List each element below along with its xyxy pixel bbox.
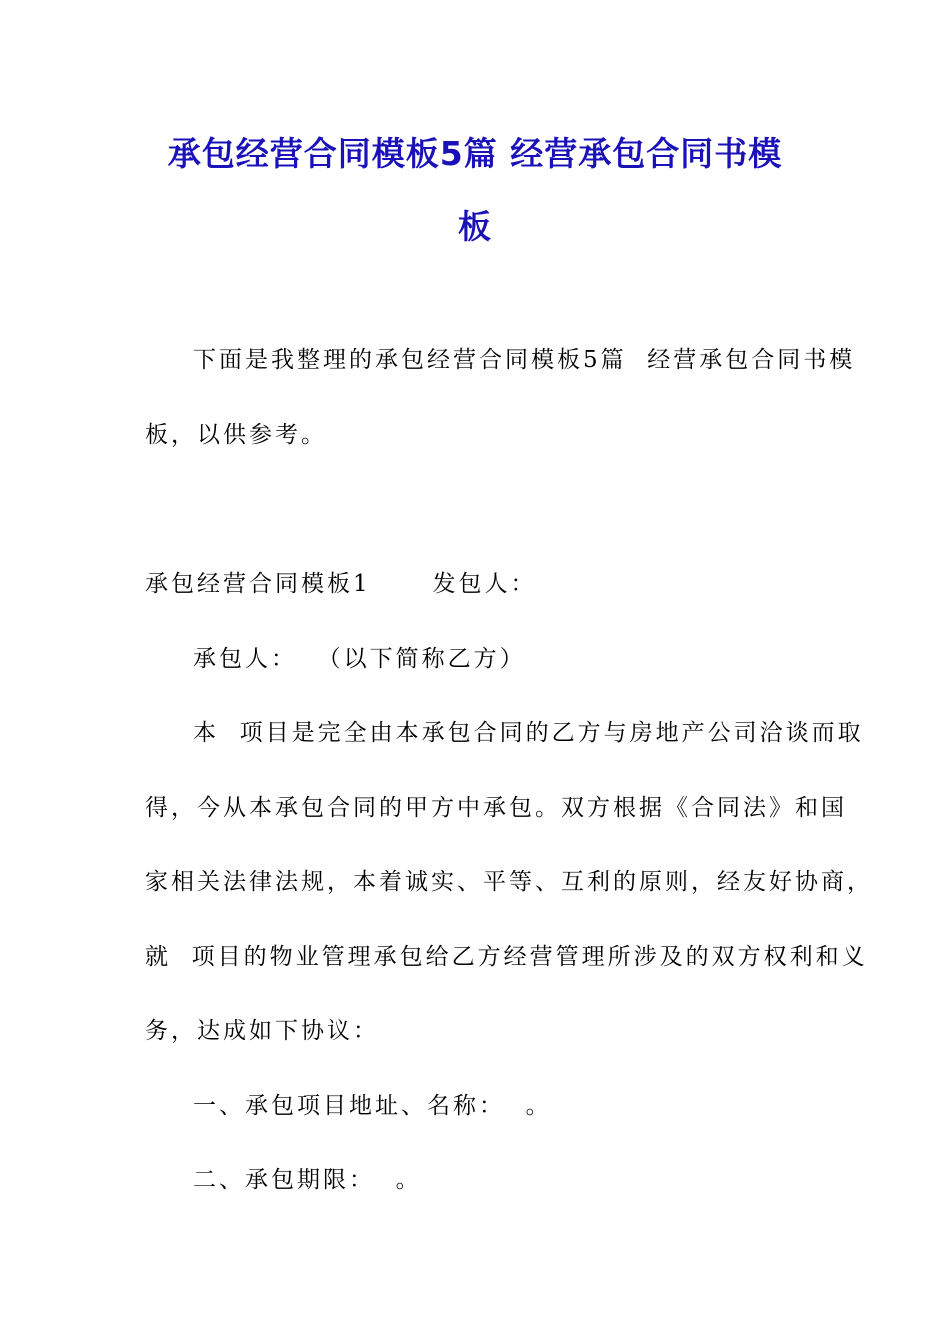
body-paragraph-line-5: 务，达成如下协议：	[145, 1018, 379, 1044]
body-paragraph-line-3: 家相关法律法规，本着诚实、平等、互利的原则，经友好协商，	[145, 869, 873, 895]
document-title-line-2: 板	[458, 207, 492, 246]
body-paragraph-line-2: 得，今从本承包合同的甲方中承包。双方根据《合同法》和国	[145, 795, 847, 821]
clause-2-contract-period: 二、承包期限： 。	[193, 1167, 422, 1193]
body-paragraph-line-1: 本 项目是完全由本承包合同的乙方与房地产公司洽谈而取	[193, 720, 864, 746]
contractor-line: 承包人： （以下简称乙方）	[193, 646, 526, 672]
body-paragraph-line-4: 就 项目的物业管理承包给乙方经营管理所涉及的双方权利和义	[145, 944, 868, 970]
intro-paragraph-line-1: 下面是我整理的承包经营合同模板5篇 经营承包合同书模	[193, 347, 856, 373]
intro-paragraph-line-2: 板，以供参考。	[145, 422, 327, 448]
document-title-line-1: 承包经营合同模板5篇 经营承包合同书模	[167, 134, 783, 173]
section-heading-template-1: 承包经营合同模板1 发包人：	[145, 571, 537, 597]
clause-1-project-address: 一、承包项目地址、名称： 。	[193, 1093, 552, 1119]
